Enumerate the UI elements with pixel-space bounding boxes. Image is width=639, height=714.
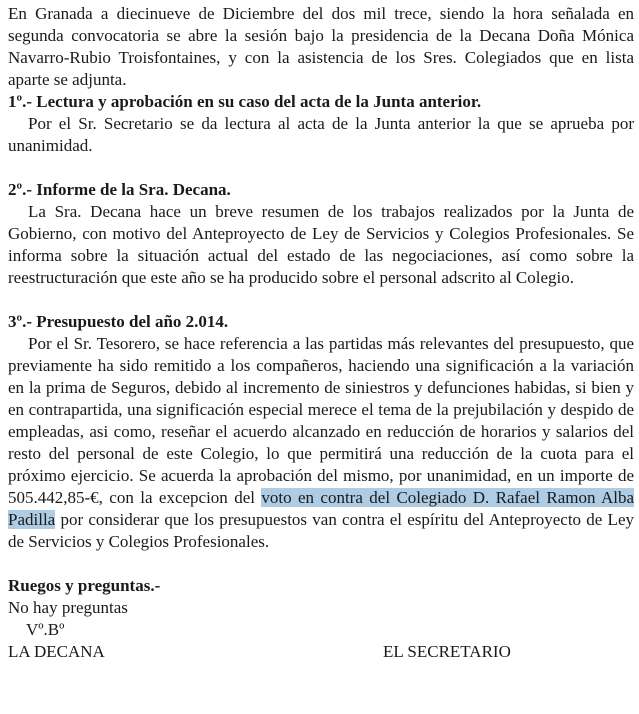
intro-paragraph: En Granada a diecinueve de Diciembre del dos mil trece, siendo la hora señalada en segunda convocatoria se abre la sesión bajo la presidencia de la Decana Doña Mónica Navarro-Rubio Troisfontaines, y con la asistencia de los Sres. Colegiados que en lista aparte se adjunta.	[8, 4, 634, 89]
ruegos-preguntas-heading: Ruegos y preguntas.-	[8, 576, 161, 595]
section2-heading: 2º.- Informe de la Sra. Decana.	[8, 180, 231, 199]
signature-el-secretario: EL SECRETARIO	[383, 642, 511, 661]
section2-body: La Sra. Decana hace un breve resumen de los trabajos realizados por la Junta de Gobierno, con motivo del Anteproyecto de Ley de Servicios y Colegios Profesionales. Se informa sobre la situación actual del estado de las negociaciones, así como sobre la reestructuración que este año se ha producido sobre el personal adscrito al Colegio.	[8, 202, 634, 287]
vb-line: Vº.Bº	[26, 620, 65, 639]
no-questions-line: No hay preguntas	[8, 598, 128, 617]
meeting-minutes-document	[8, 3, 634, 663]
section3-heading: 3º.- Presupuesto del año 2.014.	[8, 312, 229, 331]
section3-body	[8, 333, 634, 553]
section3-body-before-highlight: Por el Sr. Tesorero, se hace referencia a las partidas más relevantes del presupuesto, que previamente ha sido remitido a los compañeros, haciendo una significación a la variación en la prima de Seguros, debido al incremento de siniestros y defunciones habidas, si bien y en contrapartida, una significación especial merece el tema de la prejubilación y despido de empleadas, asi como, reseñar el acuerdo alcanzado en reducción de horarios y salarios del resto del personal de este Colegio, lo que permitirá una reducción de la cuota para el próximo ejercicio. Se acuerda la aprobación del mismo, por unanimidad, en un importe de 505.442,85-€, con la excepcion del	[8, 334, 634, 507]
highlighted-text: voto en contra del Colegiado D. Rafael Ramon Alba Padilla	[8, 488, 634, 529]
section1-body: Por el Sr. Secretario se da lectura al acta de la Junta anterior la que se aprueba por unanimidad.	[8, 114, 634, 155]
signature-la-decana: LA DECANA	[8, 642, 105, 661]
signature-row	[8, 641, 634, 663]
section1-heading: 1º.- Lectura y aprobación en su caso del acta de la Junta anterior.	[8, 92, 482, 111]
section3-body-after-highlight: por considerar que los presupuestos van contra el espíritu del Anteproyecto de Ley de Servicios y Colegios Profesionales.	[8, 510, 634, 551]
